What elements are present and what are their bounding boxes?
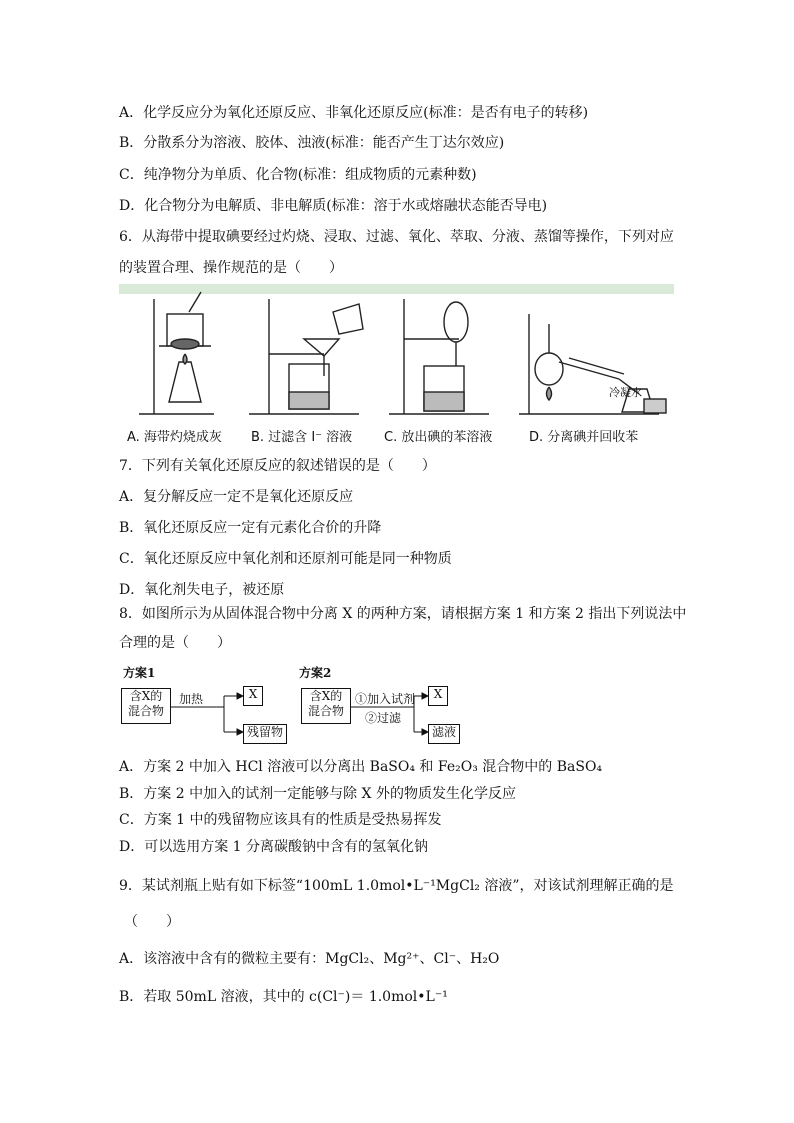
q7-option-c: C．氧化还原反应中氧化剂和还原剂可能是同一种物质 [119,551,452,567]
q8-option-b: B．方案 2 中加入的试剂一定能够与除 X 外的物质发生化学反应 [119,786,516,802]
scheme2-out-filtrate: 滤液 [428,724,460,744]
q7-stem: 7．下列有关氧化还原反应的叙述错误的是（ ） [119,458,436,474]
caption-c: C. 放出碘的苯溶液 [384,430,493,445]
q8-option-c: C．方案 1 中的残留物应该具有的性质是受热易挥发 [119,812,442,828]
scheme2-arrow-label2: ②过滤 [365,711,402,725]
q5-option-d: D．化合物分为电解质、非电解质(标准：溶于水或熔融状态能否导电) [119,198,548,214]
q8-stem-line2: 合理的是（ ） [119,635,231,651]
scheme1-title: 方案1 [123,666,156,680]
scheme1-out-x: X [243,686,263,706]
apparatus-b [249,299,363,414]
scheme2-start-box [301,688,351,724]
q8-option-d: D．可以选用方案 1 分离碳酸钠中含有的氢氧化钠 [119,839,429,855]
q9-stem: 9．某试剂瓶上贴有如下标签“100mL 1.0mol•L⁻¹MgCl₂ 溶液”，对该试剂理解正确的是 [119,878,674,894]
scheme1-start-line2: 混合物 [127,704,164,718]
q6-stem-line1: 6．从海带中提取碘要经过灼烧、浸取、过滤、氧化、萃取、分液、蒸馏等操作，下列对应 [119,229,674,245]
cold-water-label: 冷凝水 [609,386,642,399]
q9-option-b: B．若取 50mL 溶液，其中的 c(Cl⁻)＝ 1.0mol•L⁻¹ [119,989,448,1005]
scheme2-arrow-label1: ①加入试剂 [355,692,416,706]
caption-b: B. 过滤含 I⁻ 溶液 [251,430,353,445]
apparatus-d [519,314,666,414]
scheme1-out-residue: 残留物 [243,724,287,744]
caption-d: D. 分离碘并回收苯 [529,430,639,445]
q5-option-a: A．化学反应分为氧化还原反应、非氧化还原反应(标准：是否有电子的转移) [119,105,589,121]
apparatus-drawings [119,284,674,447]
q5-option-b: B．分散系分为溶液、胶体、浊液(标准：能否产生丁达尔效应) [119,135,505,151]
scheme1-start-box [121,688,171,724]
scheme2-start-line1: 含X的 [309,689,343,703]
q8-stem-line1: 8．如图所示为从固体混合物中分离 X 的两种方案，请根据方案 1 和方案 2 指出下列说法中 [119,606,687,622]
scheme1-arrow-label: 加热 [179,692,204,706]
apparatus-c [389,299,489,414]
q5-option-c: C．纯净物分为单质、化合物(标准：组成物质的元素种数) [119,167,477,183]
lab-apparatus-figure [119,284,674,447]
separation-schemes-diagram [119,662,459,752]
scheme2-out-x: X [428,686,448,706]
q7-option-a: A．复分解反应一定不是氧化还原反应 [119,489,354,505]
q6-stem-line2: 的装置合理、操作规范的是（ ） [119,260,343,276]
q7-option-d: D．氧化剂失电子，被还原 [119,582,285,598]
q8-option-a: A．方案 2 中加入 HCl 溶液可以分离出 BaSO₄ 和 Fe₂O₃ 混合物中的 BaSO₄ [119,759,603,775]
scheme1-start-line1: 含X的 [129,689,163,703]
caption-a: A. 海带灼烧成灰 [127,430,222,445]
q9-paren: （ ） [124,914,180,930]
apparatus-a [139,292,214,414]
q9-option-a: A．该溶液中含有的微粒主要有：MgCl₂、Mg²⁺、Cl⁻、H₂O [119,951,500,967]
scheme2-title: 方案2 [299,666,332,680]
scheme2-start-line2: 混合物 [307,704,344,718]
q7-option-b: B．氧化还原反应一定有元素化合价的升降 [119,520,382,536]
